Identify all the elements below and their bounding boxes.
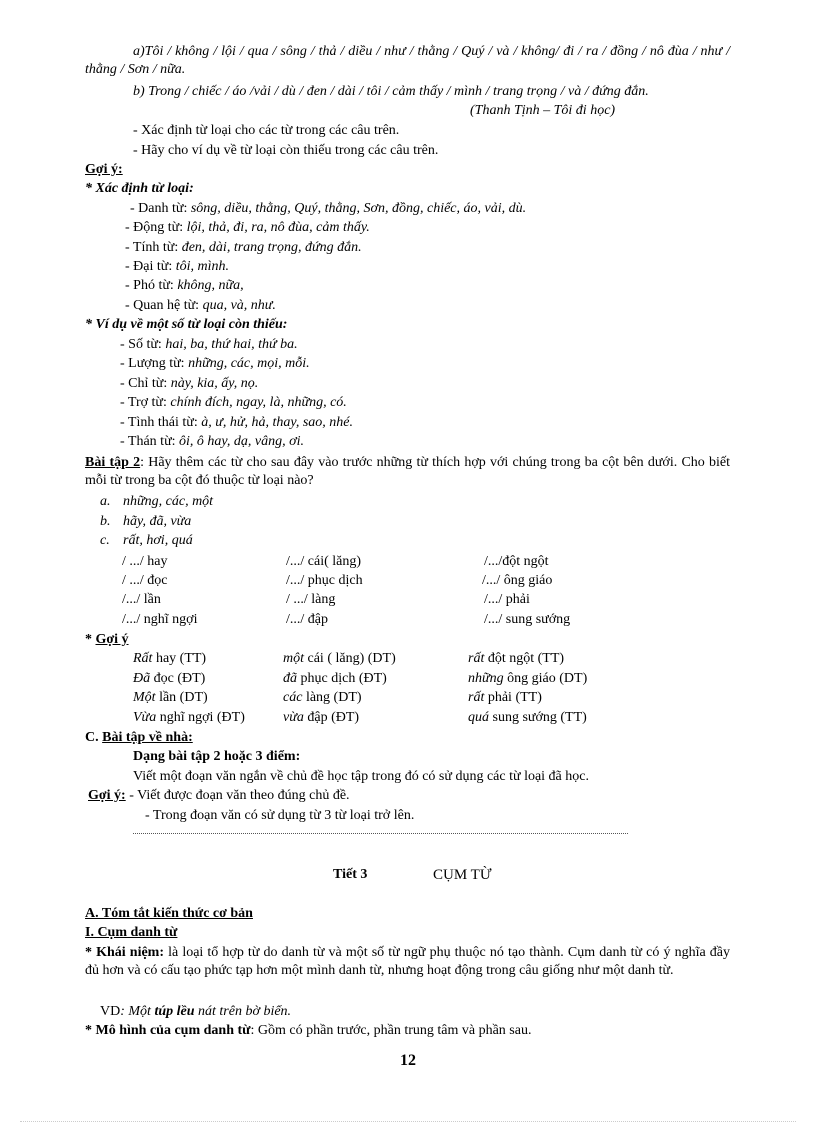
hint1-type-noun: - Danh từ: sông, diều, thằng, Quý, thằng, Sơn, đồng, chiếc, áo, vải, dù. [130,201,527,216]
missing-type-modal: - Tình thái từ: à, ư, hử, hả, thay, sao, nhé. [120,415,353,430]
hint2-cell: các làng (DT) [283,690,362,705]
hint2-cell: Đã đọc (ĐT) [133,671,206,686]
hint1-subtitle-classify: * Xác định từ loại: [85,181,194,196]
hint2-title: * Gợi ý [85,632,129,647]
hint2-cell: đã phục dịch (ĐT) [283,671,387,686]
grid-cell: /.../đột ngột [484,554,549,569]
homework-heading: C. Bài tập về nhà: [85,730,193,745]
hint2-cell: Một lần (DT) [133,690,208,705]
hint1-type-adjective: - Tính từ: đen, dài, trang trọng, đứng đắn. [125,240,362,255]
grid-cell: /.../ lần [122,592,161,607]
exercise1-sentence-b: b) Trong / chiếc / áo /vải / dù / đen / dài / tôi / cảm thấy / mình / trang trọng / và / đứng đắn. [133,84,649,99]
grid-cell: / .../ hay [122,554,168,569]
page-bottom-border [20,1121,796,1122]
exercise2-option-a: a. những, các, một [100,494,214,509]
noun-phrase-model: * Mô hình của cụm danh từ: Gồm có phần trước, phần trung tâm và phần sau. [85,1023,532,1038]
hint2-cell: quá sung sướng (TT) [468,710,587,725]
hint1-type-pronoun: - Đại từ: tôi, mình. [125,259,230,274]
hint2-cell: một cái ( lăng) (DT) [283,651,396,666]
missing-type-quantifier: - Lượng từ: những, các, mọi, mỗi. [120,356,310,371]
homework-form: Dạng bài tập 2 hoặc 3 điểm: [133,749,301,764]
homework-hint-2: - Trong đoạn văn có sử dụng từ 3 từ loại trở lên. [145,808,415,823]
grid-cell: /.../ đập [286,612,328,627]
homework-hint-1: Gợi ý: - Viết được đoạn văn theo đúng chủ đề. [88,788,350,803]
grid-cell: / .../ đọc [122,573,168,588]
hint1-type-conjunction: - Quan hệ từ: qua, và, như. [125,298,276,313]
noun-phrase-example: VD: Một túp lều nát trên bờ biển. [100,1004,292,1019]
hint2-cell: Rất hay (TT) [133,651,207,666]
section-a-title: A. Tóm tắt kiến thức cơ bản [85,906,253,921]
hint2-cell: rất đột ngột (TT) [468,651,565,666]
hint1-type-verb: - Động từ: lội, thả, đi, ra, nô đùa, cảm thấy. [125,220,370,235]
grid-cell: / .../ làng [286,592,336,607]
dotted-separator [133,833,628,834]
homework-task: Viết một đoạn văn ngắn về chủ đề học tập trong đó có sử dụng các từ loại đã học. [133,769,589,784]
missing-type-demonstrative: - Chỉ từ: này, kia, ấy, nọ. [120,376,259,391]
exercise2-option-c: c. rất, hơi, quá [100,533,193,548]
exercise1-task-2: - Hãy cho ví dụ về từ loại còn thiếu trong các câu trên. [133,143,439,158]
exercise1-task-1: - Xác định từ loại cho các từ trong các câu trên. [133,123,400,138]
missing-type-particle: - Trợ từ: chính đích, ngay, là, những, có. [120,395,347,410]
grid-cell: /.../ sung sướng [484,612,571,627]
hint1-title: Gợi ý: [85,162,123,177]
noun-phrase-concept: * Khái niệm: là loại tổ hợp từ do danh từ và một số từ ngữ phụ thuộc nó tạo thành. Cụm danh từ có ý nghĩa đầy đủ hơn và có cấu tạo phức tạp hơn một mình danh từ, nhưng hoạt động trong câu giống như một danh từ. [85,945,731,978]
hint2-cell: những ông giáo (DT) [468,671,588,686]
missing-type-interjection: - Thán từ: ôi, ô hay, dạ, vâng, ơi. [120,434,304,449]
grid-cell: /.../ ông giáo [482,573,553,588]
grid-cell: /.../ phải [484,592,530,607]
exercise2-prompt: Bài tập 2: Hãy thêm các từ cho sau đây vào trước những từ thích hợp với chúng trong ba cột bên dưới. Cho biết mỗi từ trong ba cột đó thuộc từ loại nào? [85,455,730,488]
exercise2-option-b: b. hãy, đã, vừa [100,514,192,529]
exercise1-source: (Thanh Tịnh – Tôi đi học) [470,103,616,118]
missing-type-numeral: - Số từ: hai, ba, thứ hai, thứ ba. [120,337,298,352]
hint2-cell: rất phải (TT) [468,690,542,705]
exercise1-sentence-a: a)Tôi / không / lội / qua / sông / thả / diều / như / thằng / Quý / và / không/ đi / ra / đồng / nô đùa / như / thằng / Sơn / nữa. [85,44,730,77]
hint2-cell: vừa đập (ĐT) [283,710,360,725]
hint2-cell: Vừa nghĩ ngợi (ĐT) [133,710,245,725]
section-noun-phrase-title: I. Cụm danh từ [85,925,178,940]
grid-cell: /.../ cái( lăng) [286,554,362,569]
hint1-type-adverb: - Phó từ: không, nữa, [125,278,244,293]
grid-cell: /.../ phục dịch [286,573,363,588]
lesson-title: CỤM TỪ [433,867,492,883]
lesson-period: Tiết 3 [333,867,368,882]
hint1-subtitle-missing: * Ví dụ về một số từ loại còn thiếu: [85,317,288,332]
grid-cell: /.../ nghĩ ngợi [122,612,198,627]
page-number: 12 [400,1052,416,1069]
